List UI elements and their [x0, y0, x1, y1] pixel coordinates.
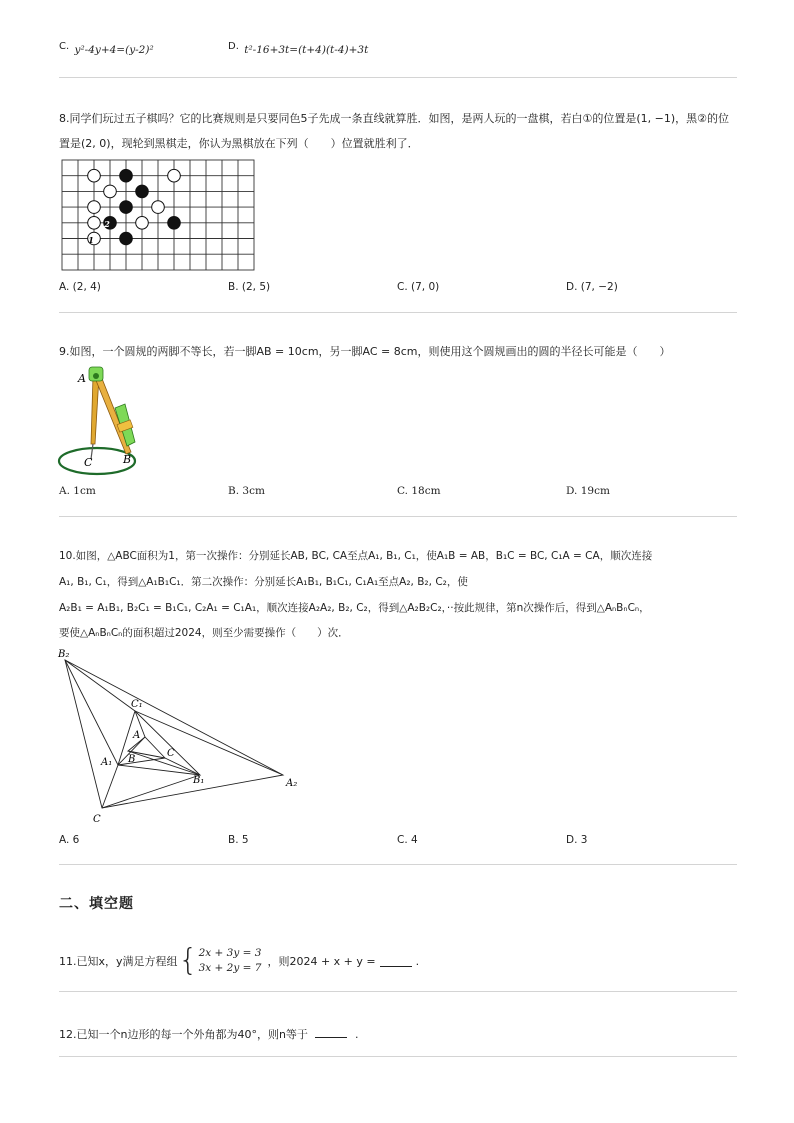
option-text: t²-16+3t=(t+4)(t-4)+3t: [244, 44, 369, 56]
divider: [59, 1056, 737, 1057]
q8-option-a: A. (2, 4): [59, 281, 101, 293]
equation-1: 2x + 3y = 3: [198, 947, 262, 959]
label-a1: A₁: [101, 757, 113, 768]
label-b1: B₁: [193, 775, 205, 786]
divider: [59, 864, 737, 865]
divider: [59, 516, 737, 517]
q11-prefix: 11.已知x，y满足方程组: [59, 955, 178, 968]
label-a: A: [133, 730, 141, 741]
q9-line1: 9.如图，一个圆规的两脚不等长，若一脚AB = 10cm，另一脚AC = 8cm，则使用这个圆规画出的圆的半径长可能是（ ）: [59, 345, 671, 358]
q12-text: 12.已知一个n边形的每一个外角都为40°，则n等于: [59, 1028, 308, 1041]
section-heading: 二、填空题: [59, 896, 134, 912]
white-stone: [88, 169, 101, 182]
divider: [59, 77, 737, 78]
q10-option-d: D. 3: [566, 834, 588, 846]
label-b: B: [128, 754, 136, 765]
q10-line2: A₁, B₁, C₁，得到△A₁B₁C₁．第二次操作：分别延长A₁B₁, B₁C₁, C₁A₁至点A₂, B₂, C₂，使: [59, 576, 468, 588]
q10-option-a: A. 6: [59, 834, 80, 846]
black-stone: [120, 232, 133, 245]
label-c1: C₁: [131, 699, 143, 710]
q11-suffix: ，则2024 + x + y =: [267, 955, 376, 968]
q10-option-b: B. 5: [228, 834, 249, 846]
white-stone: [88, 201, 101, 214]
option-letter: C.: [59, 41, 70, 52]
q11-end: .: [415, 954, 420, 968]
triangle-figure: [55, 645, 305, 830]
white-stone: [104, 185, 117, 198]
marker-black-2: 2: [104, 219, 110, 229]
white-stone: [88, 217, 101, 230]
white-stone: [168, 169, 181, 182]
black-stone: [120, 169, 133, 182]
q11: [59, 943, 420, 978]
option-text: y²-4y+4=(y-2)²: [74, 44, 154, 56]
q10-line3: A₂B₁ = A₁B₁, B₂C₁ = B₁C₁, C₂A₁ = C₁A₁，顺次连接A₂A₂, B₂, C₂，得到△A₂B₂C₂，··按此规律，第n次操作后，得到△AₙBₙCₙ，: [59, 602, 650, 614]
q8-option-d: D. (7, −2): [566, 281, 618, 293]
label-b2: B₂: [58, 649, 70, 660]
q9-option-c: C. 18cm: [397, 485, 441, 497]
label-a2: A₂: [286, 778, 298, 789]
white-stone: [136, 217, 149, 230]
brace: {: [178, 943, 198, 978]
divider: [59, 312, 737, 313]
q8-line1: 8.同学们玩过五子棋吗？它的比赛规则是只要同色5子先成一条直线就算胜．如图，是两人玩的一盘棋，若白①的位置是(1, −1)，黑②的位: [59, 112, 730, 125]
answer-blank[interactable]: [315, 1027, 347, 1038]
q10-line1: 10.如图，△ABC面积为1，第一次操作：分别延长AB, BC, CA至点A₁, B₁, C₁，使A₁B = AB，B₁C = BC, C₁A = CA，顺次连接: [59, 550, 653, 562]
gomoku-board: [60, 158, 258, 272]
q9-option-a: A. 1cm: [59, 485, 96, 497]
compass-leg-ac: [91, 376, 99, 444]
q9-option-d: D. 19cm: [566, 485, 610, 497]
label-a: A: [78, 372, 86, 385]
label-c: C: [167, 748, 175, 759]
label-c2: C: [93, 814, 101, 825]
black-stone: [136, 185, 149, 198]
q8-option-b: B. (2, 5): [228, 281, 271, 293]
compass-figure: [55, 364, 145, 479]
label-b: B: [123, 453, 132, 466]
q8-line2: 置是(2, 0)，现轮到黑棋走，你认为黑棋放在下列（ ）位置就胜利了．: [59, 137, 419, 150]
q12-end: .: [354, 1028, 359, 1041]
q7-option-d: [228, 41, 369, 56]
white-stone: [152, 201, 165, 214]
triangle-a1b1c1: [118, 711, 200, 775]
black-stone: [120, 201, 133, 214]
q7-option-c: [59, 41, 154, 56]
q9-option-b: B. 3cm: [228, 485, 265, 497]
triangle-a2b2c2: [65, 660, 283, 808]
equation-system: [199, 946, 262, 976]
equation-2: 3x + 2y = 7: [198, 962, 262, 974]
marker-white-1: 1: [88, 235, 94, 245]
divider: [59, 991, 737, 992]
q8-option-c: C. (7, 0): [397, 281, 440, 293]
black-stone: [168, 217, 181, 230]
q12: [59, 1026, 358, 1042]
answer-blank[interactable]: [380, 956, 412, 967]
q10-option-c: C. 4: [397, 834, 418, 846]
option-letter: D.: [228, 41, 239, 52]
label-c: C: [84, 456, 93, 469]
q10-line4: 要使△AₙBₙCₙ的面积超过2024，则至少需要操作（ ）次．: [59, 627, 349, 639]
